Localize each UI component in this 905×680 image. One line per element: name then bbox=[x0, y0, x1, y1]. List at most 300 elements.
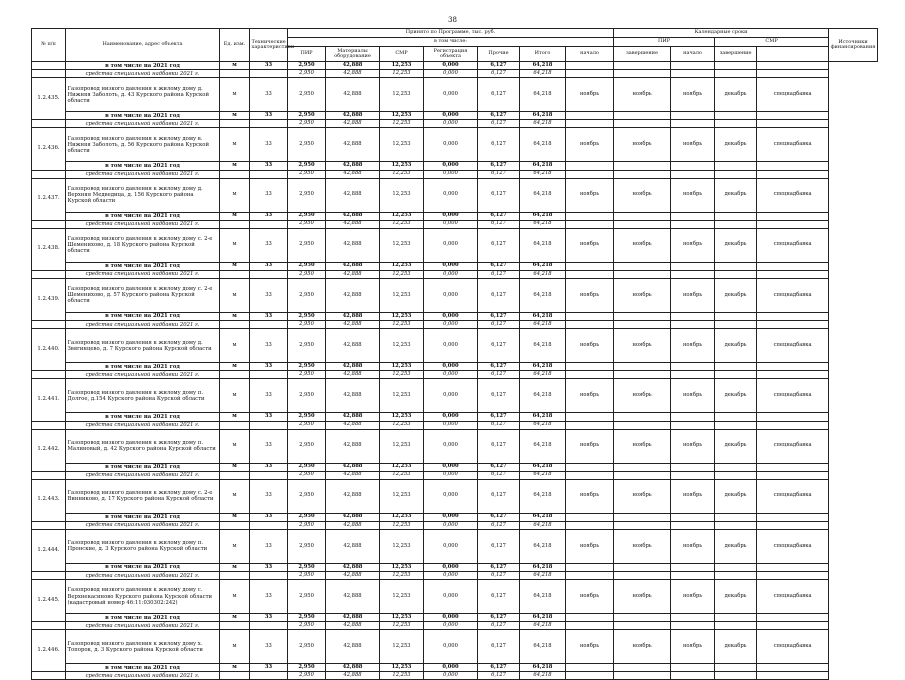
object-code: 1.2.445. bbox=[32, 580, 66, 622]
pir-cell: 2,950 bbox=[288, 371, 326, 379]
pir-start-cell: ноябрь bbox=[566, 529, 614, 563]
table-body bbox=[32, 62, 878, 680]
registration-cell: 0,000 bbox=[424, 471, 478, 479]
empty-cell bbox=[757, 521, 829, 529]
smr-cell: 12,253 bbox=[380, 614, 424, 622]
materials-cell: 42,888 bbox=[326, 70, 380, 78]
smr-end-cell: декабрь bbox=[715, 379, 757, 413]
smr-end-cell: декабрь bbox=[715, 630, 757, 664]
materials-cell: 42,888 bbox=[326, 429, 380, 463]
smr-start-cell: ноябрь bbox=[671, 580, 715, 614]
tech-cell: 33 bbox=[250, 112, 288, 120]
header-name: Наименование, адрес объекта bbox=[66, 29, 220, 62]
empty-cell bbox=[32, 120, 66, 128]
header-tech: Технические характеристики bbox=[250, 29, 288, 62]
smr-cell: 12,253 bbox=[380, 463, 424, 471]
empty-cell bbox=[220, 270, 250, 278]
subtotal-row bbox=[32, 463, 878, 471]
empty-cell bbox=[671, 664, 715, 672]
total-cell: 64,218 bbox=[520, 120, 566, 128]
empty-cell bbox=[250, 321, 288, 329]
empty-cell bbox=[250, 120, 288, 128]
total-cell: 64,218 bbox=[520, 463, 566, 471]
pir-cell: 2,950 bbox=[288, 212, 326, 220]
source-cell: спецнадбавка bbox=[757, 429, 829, 463]
unit-cell: м bbox=[220, 228, 250, 262]
other-cell: 6,127 bbox=[478, 463, 520, 471]
materials-cell: 42,888 bbox=[326, 513, 380, 521]
unit-cell: м bbox=[220, 563, 250, 571]
empty-cell bbox=[32, 270, 66, 278]
object-row bbox=[32, 529, 878, 563]
pir-cell: 2,950 bbox=[288, 479, 326, 513]
smr-cell: 12,253 bbox=[380, 62, 424, 70]
other-cell: 6,127 bbox=[478, 162, 520, 170]
tech-cell: 33 bbox=[250, 580, 288, 614]
unit-cell: м bbox=[220, 413, 250, 421]
total-cell: 64,218 bbox=[520, 321, 566, 329]
pir-cell: 2,950 bbox=[288, 70, 326, 78]
object-row bbox=[32, 178, 878, 212]
empty-cell bbox=[757, 563, 829, 571]
pir-end-cell: ноябрь bbox=[614, 329, 671, 363]
empty-cell bbox=[715, 572, 757, 580]
materials-cell: 42,888 bbox=[326, 62, 380, 70]
empty-cell bbox=[32, 622, 66, 630]
empty-cell bbox=[757, 312, 829, 320]
subtotal-label: в том числе на 2021 год bbox=[66, 212, 220, 220]
empty-cell bbox=[250, 572, 288, 580]
pir-cell: 2,950 bbox=[288, 128, 326, 162]
unit-cell: м bbox=[220, 614, 250, 622]
tech-cell: 33 bbox=[250, 62, 288, 70]
source-label: средства специальной надбавки 2021 г. bbox=[66, 220, 220, 228]
pir-cell: 2,950 bbox=[288, 262, 326, 270]
materials-cell: 42,888 bbox=[326, 413, 380, 421]
tech-cell: 33 bbox=[250, 212, 288, 220]
registration-cell: 0,000 bbox=[424, 421, 478, 429]
object-code: 1.2.436. bbox=[32, 128, 66, 170]
registration-cell: 0,000 bbox=[424, 212, 478, 220]
tech-cell: 33 bbox=[250, 429, 288, 463]
empty-cell bbox=[220, 321, 250, 329]
registration-cell: 0,000 bbox=[424, 178, 478, 212]
other-cell: 6,127 bbox=[478, 270, 520, 278]
smr-cell: 12,253 bbox=[380, 321, 424, 329]
empty-cell bbox=[757, 471, 829, 479]
empty-cell bbox=[614, 363, 671, 371]
source-label: средства специальной надбавки 2021 г. bbox=[66, 421, 220, 429]
registration-cell: 0,000 bbox=[424, 270, 478, 278]
smr-end-cell: декабрь bbox=[715, 278, 757, 312]
smr-cell: 12,253 bbox=[380, 270, 424, 278]
source-label: средства специальной надбавки 2021 г. bbox=[66, 70, 220, 78]
other-cell: 6,127 bbox=[478, 622, 520, 630]
object-name: Газопровод низкого давления к жилому дому в. Нижняя Заболоть, д. 56 Курского района Курской области bbox=[66, 128, 220, 162]
empty-cell bbox=[220, 672, 250, 680]
object-row bbox=[32, 128, 878, 162]
subtotal-row bbox=[32, 664, 878, 672]
pir-cell: 2,950 bbox=[288, 471, 326, 479]
materials-cell: 42,888 bbox=[326, 614, 380, 622]
header-num: № п/п bbox=[32, 29, 66, 62]
empty-cell bbox=[250, 421, 288, 429]
pir-cell: 2,950 bbox=[288, 513, 326, 521]
empty-cell bbox=[715, 312, 757, 320]
empty-cell bbox=[757, 170, 829, 178]
empty-cell bbox=[614, 563, 671, 571]
empty-cell bbox=[671, 614, 715, 622]
unit-cell: м bbox=[220, 128, 250, 162]
object-row bbox=[32, 329, 878, 363]
registration-cell: 0,000 bbox=[424, 429, 478, 463]
materials-cell: 42,888 bbox=[326, 220, 380, 228]
pir-start-cell: ноябрь bbox=[566, 329, 614, 363]
source-cell: спецнадбавка bbox=[757, 78, 829, 112]
total-cell: 64,218 bbox=[520, 672, 566, 680]
empty-cell bbox=[566, 672, 614, 680]
source-row bbox=[32, 371, 878, 379]
pir-start-cell: ноябрь bbox=[566, 379, 614, 413]
subtotal-label: в том числе на 2021 год bbox=[66, 62, 220, 70]
registration-cell: 0,000 bbox=[424, 363, 478, 371]
pir-cell: 2,950 bbox=[288, 563, 326, 571]
pir-end-cell: ноябрь bbox=[614, 529, 671, 563]
smr-cell: 12,253 bbox=[380, 278, 424, 312]
empty-cell bbox=[757, 212, 829, 220]
source-row bbox=[32, 471, 878, 479]
empty-cell bbox=[757, 421, 829, 429]
smr-end-cell: декабрь bbox=[715, 78, 757, 112]
total-cell: 64,218 bbox=[520, 312, 566, 320]
materials-cell: 42,888 bbox=[326, 312, 380, 320]
total-cell: 64,218 bbox=[520, 479, 566, 513]
source-row bbox=[32, 421, 878, 429]
pir-cell: 2,950 bbox=[288, 521, 326, 529]
other-cell: 6,127 bbox=[478, 421, 520, 429]
subtotal-label: в том числе на 2021 год bbox=[66, 262, 220, 270]
total-cell: 64,218 bbox=[520, 329, 566, 363]
smr-start-cell: ноябрь bbox=[671, 479, 715, 513]
smr-cell: 12,253 bbox=[380, 513, 424, 521]
unit-cell: м bbox=[220, 463, 250, 471]
empty-cell bbox=[566, 321, 614, 329]
unit-cell: м bbox=[220, 479, 250, 513]
empty-cell bbox=[250, 521, 288, 529]
materials-cell: 42,888 bbox=[326, 379, 380, 413]
pir-cell: 2,950 bbox=[288, 580, 326, 614]
source-cell: спецнадбавка bbox=[757, 580, 829, 614]
other-cell: 6,127 bbox=[478, 521, 520, 529]
source-cell: спецнадбавка bbox=[757, 379, 829, 413]
empty-cell bbox=[566, 572, 614, 580]
tech-cell: 33 bbox=[250, 614, 288, 622]
unit-cell: м bbox=[220, 363, 250, 371]
pir-cell: 2,950 bbox=[288, 112, 326, 120]
total-cell: 64,218 bbox=[520, 270, 566, 278]
empty-cell bbox=[715, 112, 757, 120]
empty-cell bbox=[715, 421, 757, 429]
pir-cell: 2,950 bbox=[288, 162, 326, 170]
source-cell: спецнадбавка bbox=[757, 529, 829, 563]
subtotal-row bbox=[32, 413, 878, 421]
smr-end-cell: декабрь bbox=[715, 529, 757, 563]
empty-cell bbox=[566, 664, 614, 672]
other-cell: 6,127 bbox=[478, 572, 520, 580]
subtotal-row bbox=[32, 62, 878, 70]
empty-cell bbox=[250, 170, 288, 178]
pir-cell: 2,950 bbox=[288, 178, 326, 212]
object-row bbox=[32, 630, 878, 664]
source-row bbox=[32, 572, 878, 580]
empty-cell bbox=[566, 622, 614, 630]
empty-cell bbox=[671, 162, 715, 170]
source-label: средства специальной надбавки 2021 г. bbox=[66, 321, 220, 329]
header-unit: Ед. изм. bbox=[220, 29, 250, 62]
registration-cell: 0,000 bbox=[424, 521, 478, 529]
subtotal-row bbox=[32, 262, 878, 270]
smr-cell: 12,253 bbox=[380, 329, 424, 363]
smr-cell: 12,253 bbox=[380, 622, 424, 630]
empty-cell bbox=[250, 220, 288, 228]
pir-start-cell: ноябрь bbox=[566, 278, 614, 312]
object-name: Газопровод низкого давления к жилому дому с. 2-е Винниково, д. 17 Курского района Курской области bbox=[66, 479, 220, 513]
materials-cell: 42,888 bbox=[326, 529, 380, 563]
empty-cell bbox=[614, 572, 671, 580]
empty-cell bbox=[32, 421, 66, 429]
other-cell: 6,127 bbox=[478, 112, 520, 120]
smr-cell: 12,253 bbox=[380, 664, 424, 672]
object-name: Газопровод низкого давления к жилому дому д. Нижняя Заболоть, д. 43 Курского района Курской области bbox=[66, 78, 220, 112]
materials-cell: 42,888 bbox=[326, 463, 380, 471]
pir-cell: 2,950 bbox=[288, 413, 326, 421]
other-cell: 6,127 bbox=[478, 563, 520, 571]
empty-cell bbox=[566, 563, 614, 571]
source-cell: спецнадбавка bbox=[757, 128, 829, 162]
unit-cell: м bbox=[220, 278, 250, 312]
subtotal-label: в том числе на 2021 год bbox=[66, 312, 220, 320]
empty-cell bbox=[566, 270, 614, 278]
empty-cell bbox=[757, 622, 829, 630]
materials-cell: 42,888 bbox=[326, 572, 380, 580]
registration-cell: 0,000 bbox=[424, 371, 478, 379]
materials-cell: 42,888 bbox=[326, 128, 380, 162]
pir-end-cell: ноябрь bbox=[614, 429, 671, 463]
registration-cell: 0,000 bbox=[424, 162, 478, 170]
total-cell: 64,218 bbox=[520, 513, 566, 521]
registration-cell: 0,000 bbox=[424, 278, 478, 312]
empty-cell bbox=[566, 120, 614, 128]
smr-end-cell: декабрь bbox=[715, 329, 757, 363]
smr-end-cell: декабрь bbox=[715, 128, 757, 162]
materials-cell: 42,888 bbox=[326, 170, 380, 178]
tech-cell: 33 bbox=[250, 178, 288, 212]
empty-cell bbox=[757, 371, 829, 379]
tech-cell: 33 bbox=[250, 463, 288, 471]
smr-end-cell: декабрь bbox=[715, 429, 757, 463]
registration-cell: 0,000 bbox=[424, 112, 478, 120]
other-cell: 6,127 bbox=[478, 262, 520, 270]
materials-cell: 42,888 bbox=[326, 672, 380, 680]
empty-cell bbox=[614, 521, 671, 529]
materials-cell: 42,888 bbox=[326, 563, 380, 571]
empty-cell bbox=[757, 413, 829, 421]
empty-cell bbox=[614, 672, 671, 680]
smr-cell: 12,253 bbox=[380, 371, 424, 379]
materials-cell: 42,888 bbox=[326, 521, 380, 529]
pir-cell: 2,950 bbox=[288, 228, 326, 262]
registration-cell: 0,000 bbox=[424, 622, 478, 630]
source-cell: спецнадбавка bbox=[757, 479, 829, 513]
materials-cell: 42,888 bbox=[326, 321, 380, 329]
object-name: Газопровод низкого давления к жилому дому д. Звягинцево, д. 7 Курского района Курской области bbox=[66, 329, 220, 363]
empty-cell bbox=[614, 262, 671, 270]
pir-cell: 2,950 bbox=[288, 120, 326, 128]
other-cell: 6,127 bbox=[478, 614, 520, 622]
empty-cell bbox=[220, 521, 250, 529]
header-smr: СМР bbox=[380, 47, 424, 62]
subtotal-label: в том числе на 2021 год bbox=[66, 363, 220, 371]
pir-end-cell: ноябрь bbox=[614, 128, 671, 162]
empty-cell bbox=[220, 572, 250, 580]
total-cell: 64,218 bbox=[520, 630, 566, 664]
empty-cell bbox=[715, 162, 757, 170]
registration-cell: 0,000 bbox=[424, 563, 478, 571]
empty-cell bbox=[32, 371, 66, 379]
registration-cell: 0,000 bbox=[424, 664, 478, 672]
subtotal-label: в том числе на 2021 год bbox=[66, 513, 220, 521]
empty-cell bbox=[32, 170, 66, 178]
source-row bbox=[32, 220, 878, 228]
other-cell: 6,127 bbox=[478, 228, 520, 262]
header-sources: Источники финансирования bbox=[829, 29, 878, 62]
unit-cell: м bbox=[220, 529, 250, 563]
smr-cell: 12,253 bbox=[380, 178, 424, 212]
object-code: 1.2.444. bbox=[32, 529, 66, 571]
total-cell: 64,218 bbox=[520, 78, 566, 112]
other-cell: 6,127 bbox=[478, 413, 520, 421]
smr-start-cell: ноябрь bbox=[671, 329, 715, 363]
smr-cell: 12,253 bbox=[380, 471, 424, 479]
empty-cell bbox=[614, 270, 671, 278]
pir-end-cell: ноябрь bbox=[614, 178, 671, 212]
empty-cell bbox=[250, 622, 288, 630]
source-label: средства специальной надбавки 2021 г. bbox=[66, 521, 220, 529]
registration-cell: 0,000 bbox=[424, 228, 478, 262]
empty-cell bbox=[671, 120, 715, 128]
total-cell: 64,218 bbox=[520, 580, 566, 614]
total-cell: 64,218 bbox=[520, 572, 566, 580]
pir-start-cell: ноябрь bbox=[566, 429, 614, 463]
empty-cell bbox=[671, 672, 715, 680]
empty-cell bbox=[566, 463, 614, 471]
object-name: Газопровод низкого давления к жилому дому п. Пронские, д. 3 Курского района Курской области bbox=[66, 529, 220, 563]
pir-cell: 2,950 bbox=[288, 78, 326, 112]
registration-cell: 0,000 bbox=[424, 379, 478, 413]
total-cell: 64,218 bbox=[520, 162, 566, 170]
tech-cell: 33 bbox=[250, 228, 288, 262]
tech-cell: 33 bbox=[250, 479, 288, 513]
empty-cell bbox=[566, 513, 614, 521]
total-cell: 64,218 bbox=[520, 62, 566, 70]
tech-cell: 33 bbox=[250, 664, 288, 672]
header-smr-end: завершение bbox=[715, 47, 757, 62]
pir-cell: 2,950 bbox=[288, 270, 326, 278]
registration-cell: 0,000 bbox=[424, 672, 478, 680]
subtotal-row bbox=[32, 563, 878, 571]
empty-cell bbox=[671, 463, 715, 471]
subtotal-label: в том числе на 2021 год bbox=[66, 413, 220, 421]
smr-end-cell: декабрь bbox=[715, 580, 757, 614]
empty-cell bbox=[614, 321, 671, 329]
empty-cell bbox=[250, 270, 288, 278]
tech-cell: 33 bbox=[250, 312, 288, 320]
empty-cell bbox=[757, 614, 829, 622]
other-cell: 6,127 bbox=[478, 278, 520, 312]
unit-cell: м bbox=[220, 262, 250, 270]
tech-cell: 33 bbox=[250, 162, 288, 170]
smr-cell: 12,253 bbox=[380, 212, 424, 220]
other-cell: 6,127 bbox=[478, 220, 520, 228]
smr-cell: 12,253 bbox=[380, 429, 424, 463]
pir-end-cell: ноябрь bbox=[614, 479, 671, 513]
empty-cell bbox=[715, 371, 757, 379]
header-pir-end: завершение bbox=[614, 47, 671, 62]
registration-cell: 0,000 bbox=[424, 479, 478, 513]
materials-cell: 42,888 bbox=[326, 228, 380, 262]
empty-cell bbox=[715, 120, 757, 128]
header-including: в том числе: bbox=[288, 38, 614, 47]
empty-cell bbox=[671, 521, 715, 529]
empty-cell bbox=[715, 622, 757, 630]
pir-start-cell: ноябрь bbox=[566, 178, 614, 212]
pir-start-cell: ноябрь bbox=[566, 630, 614, 664]
empty-cell bbox=[757, 270, 829, 278]
subtotal-label: в том числе на 2021 год bbox=[66, 112, 220, 120]
empty-cell bbox=[32, 672, 66, 680]
empty-cell bbox=[566, 162, 614, 170]
source-cell: спецнадбавка bbox=[757, 178, 829, 212]
smr-start-cell: ноябрь bbox=[671, 630, 715, 664]
empty-cell bbox=[566, 220, 614, 228]
tech-cell: 33 bbox=[250, 78, 288, 112]
pir-cell: 2,950 bbox=[288, 379, 326, 413]
object-name: Газопровод низкого давления к жилому дому с. 2-е Шеменихово, д. 57 Курского района Курской области bbox=[66, 278, 220, 312]
pir-start-cell: ноябрь bbox=[566, 128, 614, 162]
object-code: 1.2.441. bbox=[32, 379, 66, 421]
header-total: Итого bbox=[520, 47, 566, 62]
pir-end-cell: ноябрь bbox=[614, 78, 671, 112]
empty-cell bbox=[32, 471, 66, 479]
empty-cell bbox=[757, 112, 829, 120]
empty-cell bbox=[566, 170, 614, 178]
object-code: 1.2.438. bbox=[32, 228, 66, 270]
unit-cell: м bbox=[220, 212, 250, 220]
smr-cell: 12,253 bbox=[380, 312, 424, 320]
pir-end-cell: ноябрь bbox=[614, 278, 671, 312]
object-code: 1.2.446. bbox=[32, 630, 66, 672]
source-row bbox=[32, 672, 878, 680]
empty-cell bbox=[671, 563, 715, 571]
other-cell: 6,127 bbox=[478, 120, 520, 128]
empty-cell bbox=[566, 212, 614, 220]
smr-cell: 12,253 bbox=[380, 580, 424, 614]
empty-cell bbox=[220, 421, 250, 429]
empty-cell bbox=[566, 371, 614, 379]
empty-cell bbox=[715, 220, 757, 228]
materials-cell: 42,888 bbox=[326, 622, 380, 630]
smr-cell: 12,253 bbox=[380, 479, 424, 513]
